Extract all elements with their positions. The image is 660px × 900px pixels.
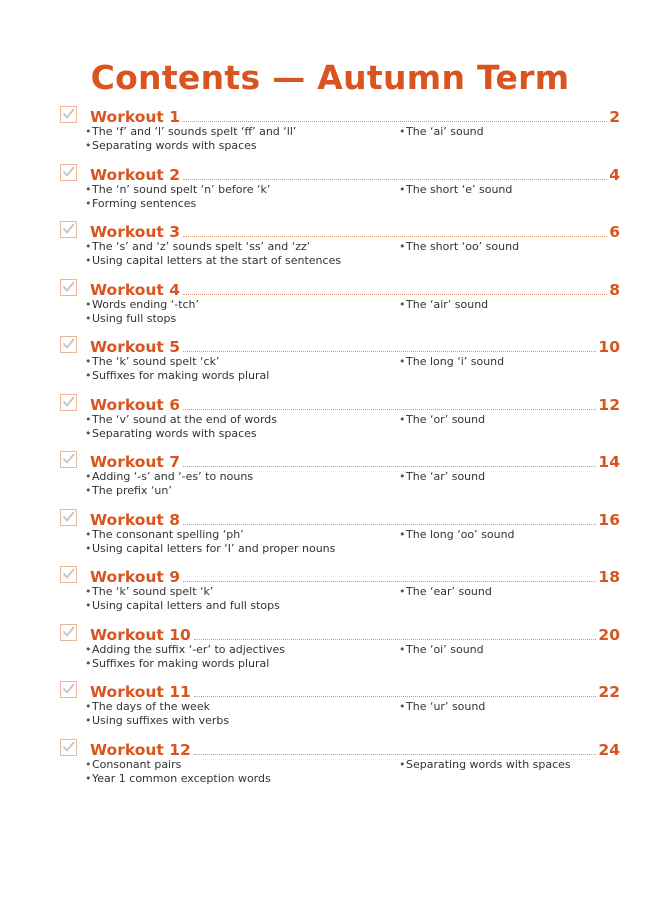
dot-leader [183,236,607,237]
dot-leader [183,581,596,582]
page-number: 4 [609,165,620,184]
topic-item [85,542,335,556]
dot-leader [183,179,607,180]
toc-entry [60,508,620,566]
check-icon [62,395,75,408]
topic-item [85,254,341,268]
topic-item [399,643,484,657]
dot-leader [194,696,597,697]
completion-checkbox[interactable] [60,624,77,641]
page-number: 16 [598,510,620,529]
bullet-icon: • [399,470,406,483]
workout-title: Workout 8 [90,510,181,529]
topic-label: Using suffixes with verbs [92,714,230,727]
topic-list [85,125,620,155]
toc-entry-link[interactable] [90,508,620,530]
topic-label: The ‘k’ sound spelt ‘ck’ [92,355,220,368]
bullet-icon: • [85,656,92,670]
topic-label: The ‘v’ sound at the end of words [92,412,278,426]
toc-entry-link[interactable] [90,738,620,760]
dot-leader [183,351,596,352]
bullet-icon: • [85,369,92,382]
check-icon [62,222,75,235]
completion-checkbox[interactable] [60,394,77,411]
topic-item [85,772,271,786]
page-number: 12 [598,395,620,414]
topic-label: Adding ‘-s’ and ‘-es’ to nouns [92,470,254,483]
topic-item [85,312,176,326]
bullet-icon: • [399,642,406,656]
completion-checkbox[interactable] [60,739,77,756]
bullet-icon: • [85,240,92,253]
page-number: 20 [598,625,620,644]
topic-item [85,714,229,728]
topic-label: Forming sentences [92,196,197,210]
topic-item [85,298,199,312]
topic-label: Separating words with spaces [92,139,257,152]
toc-entry-link[interactable] [90,220,620,242]
completion-checkbox[interactable] [60,681,77,698]
completion-checkbox[interactable] [60,451,77,468]
toc-entry-heading [60,393,620,415]
workout-title: Workout 11 [90,683,191,701]
topic-label: Separating words with spaces [92,426,257,440]
topic-label: Words ending ‘-tch’ [92,297,200,311]
toc-entry [60,278,620,336]
bullet-icon: • [85,541,92,555]
topic-label: The ‘f’ and ‘l’ sounds spelt ‘ff’ and ‘ll’ [92,125,297,138]
topic-item [399,758,571,772]
bullet-icon: • [399,355,406,368]
topic-item [85,139,257,153]
toc-entry [60,220,620,278]
toc-entry-link[interactable] [90,278,620,300]
check-icon [62,510,75,523]
topic-label: Consonant pairs [92,757,182,771]
topic-label: The days of the week [92,700,210,713]
workout-title: Workout 5 [90,338,181,356]
completion-checkbox[interactable] [60,566,77,583]
workout-title: Workout 4 [90,280,181,299]
topic-item [399,585,492,599]
toc-entry-link[interactable] [90,105,620,127]
topic-item [399,125,484,139]
topic-item [399,700,485,714]
topic-label: The ‘oi’ sound [406,642,484,656]
workout-title: Workout 2 [90,165,181,184]
topic-item [399,298,488,312]
check-icon [62,625,75,638]
toc-entry-heading [60,565,620,587]
toc-entry-heading [60,278,620,300]
toc-entry-heading [60,623,620,645]
toc-entry-heading [60,105,620,127]
topic-list [85,528,620,558]
topic-label: Using capital letters at the start of sentences [92,254,342,267]
toc-entry [60,450,620,508]
bullet-icon: • [85,412,92,426]
topic-item [85,643,285,657]
toc-entry-heading [60,220,620,242]
topic-list [85,470,620,500]
bullet-icon: • [85,196,92,210]
workout-title: Workout 3 [90,223,181,241]
topic-item [85,484,172,498]
topic-label: Using capital letters and full stops [92,599,280,612]
topic-label: The ‘ai’ sound [406,125,484,138]
topic-list [85,355,620,385]
topic-item [85,700,210,714]
check-icon [62,567,75,580]
dot-leader [183,121,607,122]
page-number: 8 [609,280,620,299]
bullet-icon: • [85,426,92,440]
topic-item [399,413,485,427]
topic-label: Year 1 common exception words [92,771,271,785]
completion-checkbox[interactable] [60,336,77,353]
topic-label: The ‘n’ sound spelt ‘n’ before ‘k’ [92,182,271,196]
page-number: 10 [598,338,620,356]
toc-entry [60,393,620,451]
bullet-icon: • [399,412,406,426]
bullet-icon: • [85,585,92,598]
toc-entry [60,105,620,163]
toc-entry [60,738,620,796]
bullet-icon: • [85,125,92,138]
page-number: 24 [598,740,620,759]
table-of-contents [60,105,620,795]
toc-entry [60,565,620,623]
topic-label: The ‘air’ sound [406,297,489,311]
topic-list [85,758,620,788]
topic-item [85,240,310,254]
bullet-icon: • [85,355,92,368]
toc-entry-heading [60,738,620,760]
topic-label: The short ‘e’ sound [406,182,513,196]
toc-entry [60,623,620,681]
page-number: 18 [598,568,620,586]
bullet-icon: • [399,585,406,598]
workout-title: Workout 12 [90,740,191,759]
bullet-icon: • [399,297,406,311]
toc-entry [60,163,620,221]
workout-title: Workout 7 [90,453,181,471]
topic-label: The long ‘i’ sound [406,355,505,368]
toc-entry-heading [60,508,620,530]
topic-item [399,240,519,254]
toc-entry-heading [60,450,620,472]
toc-entry-link[interactable] [90,450,620,472]
check-icon [62,740,75,753]
topic-label: The short ‘oo’ sound [406,240,520,253]
page-number: 2 [609,108,620,126]
topic-item [85,197,196,211]
bullet-icon: • [85,139,92,152]
completion-checkbox[interactable] [60,106,77,123]
topic-list [85,700,620,730]
topic-label: The consonant spelling ‘ph’ [92,527,244,541]
toc-entry-link[interactable] [90,623,620,645]
check-icon [62,682,75,695]
topic-label: Suffixes for making words plural [92,656,270,670]
workout-title: Workout 9 [90,568,181,586]
bullet-icon: • [85,254,92,267]
toc-entry-link[interactable] [90,565,620,587]
dot-leader [194,754,597,755]
page-title: Contents — Autumn Term [90,58,570,97]
bullet-icon: • [85,484,92,497]
topic-list [85,240,620,270]
topic-item [399,470,485,484]
bullet-icon: • [85,527,92,541]
workout-title: Workout 6 [90,395,181,414]
toc-entry-link[interactable] [90,335,620,357]
toc-entry-link[interactable] [90,393,620,415]
check-icon [62,337,75,350]
completion-checkbox[interactable] [60,221,77,238]
topic-label: Using capital letters for ‘I’ and proper nouns [92,541,336,555]
bullet-icon: • [85,771,92,785]
dot-leader [183,466,596,467]
bullet-icon: • [399,757,406,771]
topic-item [399,355,504,369]
check-icon [62,165,75,178]
bullet-icon: • [399,240,406,253]
check-icon [62,107,75,120]
workout-title: Workout 1 [90,108,181,126]
topic-item [85,599,280,613]
topic-label: The ‘s’ and ‘z’ sounds spelt ‘ss’ and ‘zz’ [92,240,311,253]
bullet-icon: • [399,700,406,713]
completion-checkbox[interactable] [60,509,77,526]
bullet-icon: • [85,642,92,656]
topic-label: Suffixes for making words plural [92,369,270,382]
topic-list [85,585,620,615]
topic-item [85,585,213,599]
topic-label: The ‘ar’ sound [406,470,486,483]
topic-item [399,183,512,197]
topic-item [85,528,244,542]
topic-list [85,298,620,328]
topic-label: Separating words with spaces [406,757,571,771]
topic-label: The prefix ‘un’ [92,484,172,497]
dot-leader [183,294,607,295]
check-icon [62,280,75,293]
page-number: 6 [609,223,620,241]
topic-label: Using full stops [92,311,177,325]
topic-label: The long ‘oo’ sound [406,527,515,541]
toc-entry-link[interactable] [90,680,620,702]
page-number: 22 [598,683,620,701]
toc-entry-heading [60,335,620,357]
dot-leader [194,639,597,640]
bullet-icon: • [85,700,92,713]
topic-item [85,369,269,383]
bullet-icon: • [399,527,406,541]
bullet-icon: • [85,182,92,196]
bullet-icon: • [399,182,406,196]
bullet-icon: • [85,599,92,612]
topic-item [85,413,277,427]
topic-item [85,427,257,441]
topic-label: The ‘k’ sound spelt ‘k’ [92,585,214,598]
dot-leader [183,524,596,525]
page-number: 14 [598,453,620,471]
toc-entry-link[interactable] [90,163,620,185]
topic-item [85,758,181,772]
topic-list [85,643,620,673]
bullet-icon: • [85,757,92,771]
toc-entry [60,680,620,738]
check-icon [62,452,75,465]
bullet-icon: • [85,311,92,325]
topic-item [85,183,270,197]
topic-label: The ‘or’ sound [406,412,486,426]
bullet-icon: • [85,470,92,483]
completion-checkbox[interactable] [60,279,77,296]
topic-label: The ‘ear’ sound [406,585,492,598]
completion-checkbox[interactable] [60,164,77,181]
bullet-icon: • [85,297,92,311]
topic-list [85,413,620,443]
topic-item [399,528,515,542]
bullet-icon: • [85,714,92,727]
dot-leader [183,409,596,410]
topic-item [85,470,253,484]
topic-label: The ‘ur’ sound [406,700,486,713]
bullet-icon: • [399,125,406,138]
topic-list [85,183,620,213]
topic-item [85,355,219,369]
topic-label: Adding the suffix ‘-er’ to adjectives [92,642,285,656]
topic-item [85,657,269,671]
toc-entry-heading [60,680,620,702]
toc-entry-heading [60,163,620,185]
toc-entry [60,335,620,393]
workout-title: Workout 10 [90,625,191,644]
topic-item [85,125,296,139]
